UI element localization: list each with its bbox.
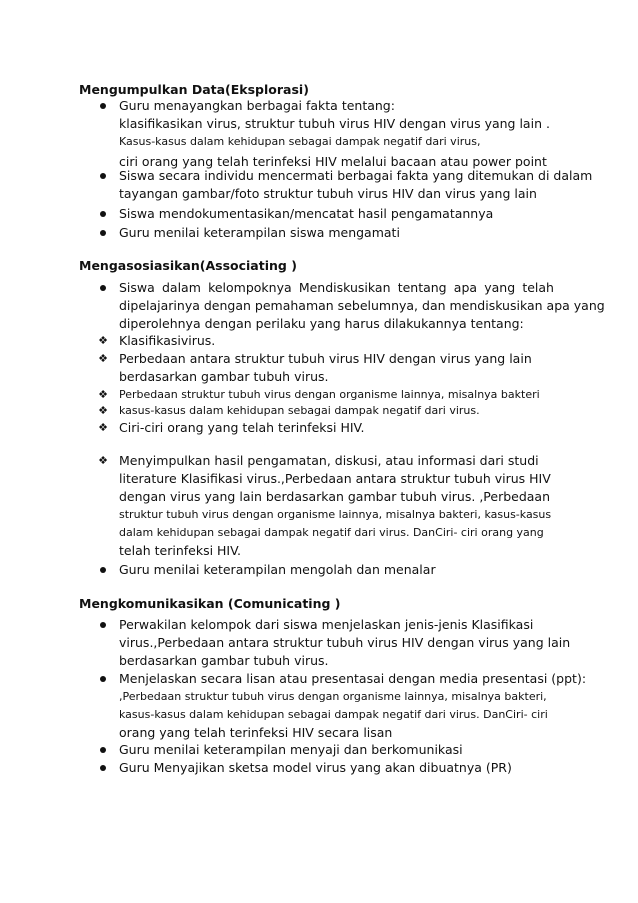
item-line: Ciri-ciri orang yang telah terinfeksi HIV.	[119, 420, 365, 435]
list-item	[94, 741, 564, 759]
item-line: literature Klasifikasi virus.,Perbedaan antara struktur tubuh virus HIV	[119, 471, 551, 486]
list-item	[94, 332, 564, 350]
item-line: Perbedaan struktur tubuh virus dengan organisme lainnya, misalnya bakteri	[119, 388, 540, 401]
item-line: telah terinfeksi HIV.	[119, 543, 242, 558]
diamond-bullet-icon: ❖	[98, 352, 108, 365]
bullet-dot-icon	[94, 670, 112, 688]
list-item	[94, 452, 564, 560]
item-line: Kasus-kasus dalam kehidupan sebagai dampak negatif dari virus,	[119, 135, 481, 148]
diamond-bullet-icon: ❖	[98, 388, 108, 401]
bullet-dot-icon	[94, 205, 112, 223]
bullet-dot-icon	[94, 97, 112, 115]
item-line: diperolehnya dengan perilaku yang harus dilakukannya tentang:	[119, 316, 524, 331]
section-heading-eksplorasi: Mengumpulkan Data(Eksplorasi)	[79, 82, 309, 97]
item-line: ,Perbedaan struktur tubuh virus dengan organisme lainnya, misalnya bakteri,	[119, 690, 547, 703]
item-line: dalam kehidupan sebagai dampak negatif dari virus. DanCiri- ciri orang yang	[119, 526, 544, 539]
item-line: Perbedaan antara struktur tubuh virus HIV dengan virus yang lain	[119, 351, 532, 366]
item-line: Guru menilai keterampilan mengolah dan menalar	[119, 562, 436, 577]
bullet-dot-icon	[94, 167, 112, 185]
item-line: dipelajarinya dengan pemahaman sebelumnya, dan mendiskusikan apa yang	[119, 298, 605, 313]
word: Siswa	[119, 280, 155, 295]
bullet-dot-icon	[94, 561, 112, 579]
item-line-justified	[119, 279, 554, 297]
item-line: klasifikasikan virus, struktur tubuh virus HIV dengan virus yang lain .	[119, 116, 550, 131]
item-line: orang yang telah terinfeksi HIV secara lisan	[119, 725, 393, 740]
item-line: kasus-kasus dalam kehidupan sebagai dampak negatif dari virus. DanCiri- ciri	[119, 708, 548, 721]
bullet-dot-icon	[94, 741, 112, 759]
word: dalam	[161, 280, 201, 295]
item-line: Siswa mendokumentasikan/mencatat hasil pengamatannya	[119, 206, 494, 221]
bullet-dot-icon	[94, 759, 112, 777]
item-line: Guru menayangkan berbagai fakta tentang:	[119, 98, 395, 113]
list-item	[94, 561, 564, 579]
item-line: dengan virus yang lain berdasarkan gambar tubuh virus. ,Perbedaan	[119, 489, 551, 504]
word: kelompoknya	[208, 280, 292, 295]
bullet-dot-icon	[94, 616, 112, 634]
item-line: Guru menilai keterampilan siswa mengamati	[119, 225, 400, 240]
list-item	[94, 279, 605, 333]
item-line: Guru menilai keterampilan menyaji dan berkomunikasi	[119, 742, 463, 757]
section-heading-comunicating: Mengkomunikasikan (Comunicating )	[79, 596, 341, 611]
section-heading-associating: Mengasosiasikan(Associating )	[79, 258, 297, 273]
item-line: ciri orang yang telah terinfeksi HIV melalui bacaan atau power point	[119, 154, 547, 169]
word: tentang	[397, 280, 447, 295]
list-item	[94, 224, 564, 242]
word: yang	[484, 280, 516, 295]
item-line: struktur tubuh virus dengan organisme lainnya, misalnya bakteri, kasus-kasus	[119, 508, 552, 521]
word: telah	[522, 280, 554, 295]
list-item	[94, 205, 564, 223]
list-item	[94, 97, 564, 169]
item-line: tayangan gambar/foto struktur tubuh virus HIV dan virus yang lain	[119, 186, 537, 201]
diamond-bullet-icon: ❖	[98, 421, 108, 434]
bullet-dot-icon	[94, 279, 112, 297]
diamond-bullet-icon: ❖	[98, 404, 108, 417]
item-line: Guru Menyajikan sketsa model virus yang akan dibuatnya (PR)	[119, 760, 512, 775]
item-line: berdasarkan gambar tubuh virus.	[119, 653, 329, 668]
item-line: Siswa secara individu mencermati berbagai fakta yang ditemukan di dalam	[119, 168, 593, 183]
list-item	[94, 419, 564, 437]
list-item	[94, 759, 564, 777]
list-item	[94, 402, 564, 420]
list-item	[94, 167, 593, 203]
item-line: Perwakilan kelompok dari siswa menjelaskan jenis-jenis Klasifikasi	[119, 617, 534, 632]
list-item	[94, 670, 587, 742]
list-item	[94, 616, 571, 670]
item-line: Menjelaskan secara lisan atau presentasai dengan media presentasi (ppt):	[119, 671, 587, 686]
word: Mendiskusikan	[298, 280, 391, 295]
bullet-dot-icon	[94, 224, 112, 242]
item-line: virus.,Perbedaan antara struktur tubuh virus HIV dengan virus yang lain	[119, 635, 571, 650]
word: apa	[453, 280, 478, 295]
item-line: berdasarkan gambar tubuh virus.	[119, 369, 329, 384]
diamond-bullet-icon: ❖	[98, 454, 108, 467]
item-line: Menyimpulkan hasil pengamatan, diskusi, atau informasi dari studi	[119, 453, 539, 468]
list-item	[94, 350, 564, 386]
diamond-bullet-icon: ❖	[98, 334, 108, 347]
item-line: kasus-kasus dalam kehidupan sebagai dampak negatif dari virus.	[119, 404, 480, 417]
item-line: Klasifikasivirus.	[119, 333, 216, 348]
